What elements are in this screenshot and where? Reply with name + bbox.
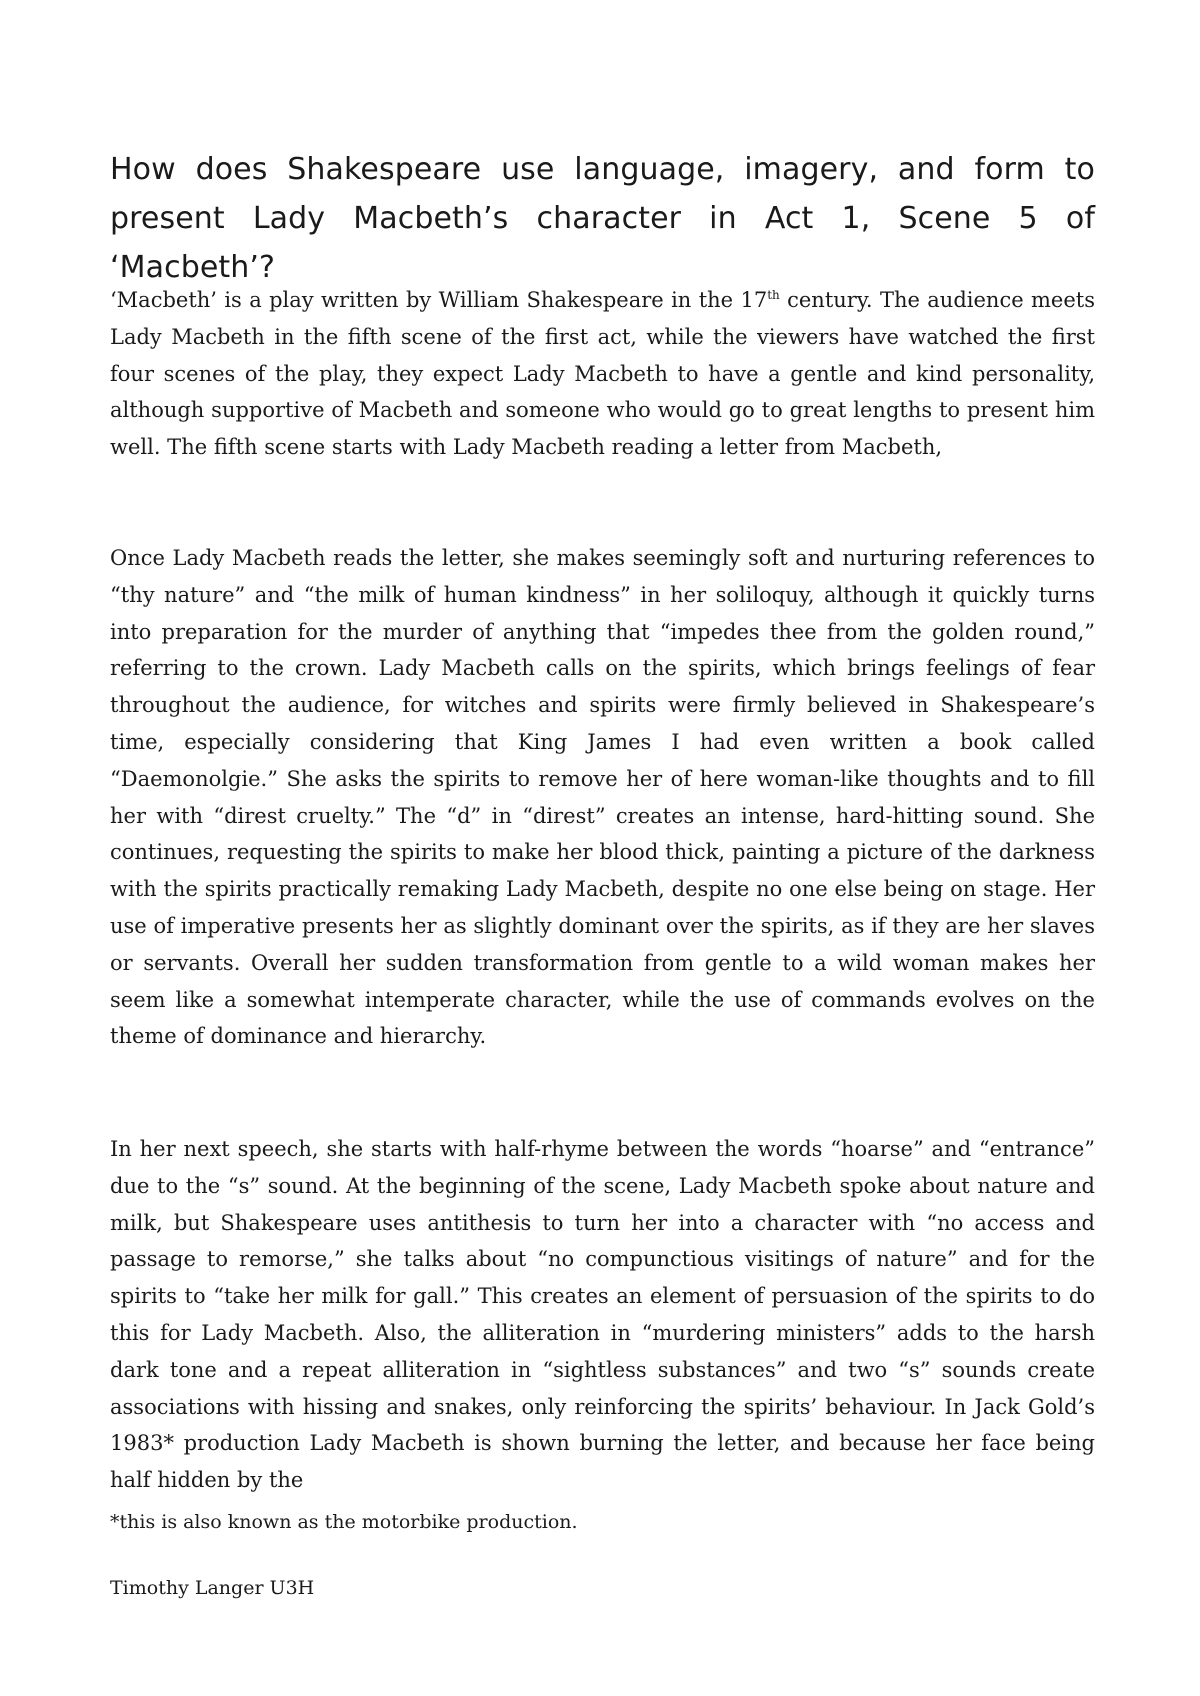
essay-title: How does Shakespeare use language, imagery, and form to present Lady Macbeth’s character in Act 1, Scene 5 of ‘Macbeth’? xyxy=(110,152,1095,285)
paragraph-soliloquy-analysis: Once Lady Macbeth reads the letter, she makes seemingly soft and nurturing references to “thy nature” and “the milk of human kindness” in her soliloquy, although it quickly turns into preparation for the murder of anything that “impedes thee from the golden round,” referring to the crown. Lady Macbeth calls on the spirits, which brings feelings of fear throughout the audience, for witches and spirits were firmly believed in Shakespeare’s time, especially considering that King James I had even written a book called “Daemonolgie.” She asks the spirits to remove her of here woman-like thoughts and to fill her with “direst cruelty.” The “d” in “direst” creates an intense, hard-hitting sound. She continues, requesting the spirits to make her blood thick, painting a picture of the darkness with the spirits practically remaking Lady Macbeth, despite no one else being on stage. Her use of imperative presents her as slightly dominant over the spirits, as if they are her slaves or servants. Overall her sudden transformation from gentle to a wild woman makes her seem like a somewhat intemperate character, while the use of commands evolves on the theme of dominance and hierarchy. xyxy=(110,546,1095,1049)
footnote: *this is also known as the motorbike production. xyxy=(110,1511,578,1533)
paragraph-speech-analysis: In her next speech, she starts with half-rhyme between the words “hoarse” and “entrance” due to the “s” sound. At the beginning of the scene, Lady Macbeth spoke about nature and milk, but Shakespeare uses antithesis to turn her into a character with “no access and passage to remorse,” she talks about “no compunctious visitings of nature” and for the spirits to “take her milk for gall.” This creates an element of persuasion of the spirits to do this for Lady Macbeth. Also, the alliteration in “murdering ministers” adds to the harsh dark tone and a repeat alliteration in “sightless substances” and two “s” sounds create associations with hissing and snakes, only reinforcing the spirits’ behaviour. In Jack Gold’s 1983* production Lady Macbeth is shown burning the letter, and because her face being half hidden by the xyxy=(110,1137,1095,1493)
author-footer: Timothy Langer U3H xyxy=(110,1577,315,1599)
paragraph-introduction-text-start: ‘Macbeth’ is a play written by William Shakespeare in the 17 xyxy=(110,288,768,312)
paragraph-introduction-text-end: century. The audience meets Lady Macbeth in the fifth scene of the first act, while the viewers have watched the first four scenes of the play, they expect Lady Macbeth to have a gentle and kind personality, although supportive of Macbeth and someone who would go to great lengths to present him well. The fifth scene starts with Lady Macbeth reading a letter from Macbeth, xyxy=(110,288,1095,460)
paragraph-introduction xyxy=(110,282,1095,466)
ordinal-superscript: th xyxy=(767,288,780,302)
